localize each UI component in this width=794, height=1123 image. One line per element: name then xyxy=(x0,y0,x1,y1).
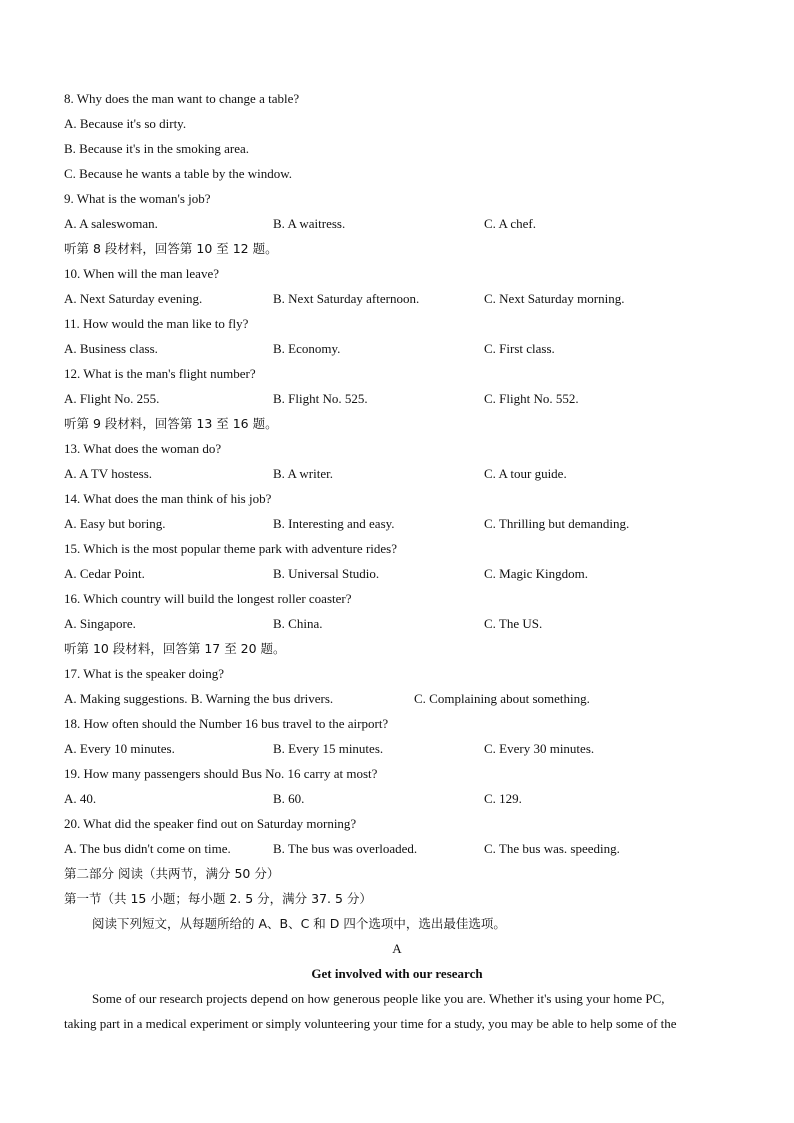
reading-instructions: 阅读下列短文，从每题所给的 A、B、C 和 D 四个选项中，选出最佳选项。 xyxy=(92,916,506,931)
question-9: 9. What is the woman's job? xyxy=(64,191,211,206)
q11-option-c: C. First class. xyxy=(484,341,555,356)
q20-option-a: A. The bus didn't come on time. xyxy=(64,841,231,856)
q9-option-c: C. A chef. xyxy=(484,216,536,231)
q10-option-b: B. Next Saturday afternoon. xyxy=(273,291,420,306)
q20-option-c: C. The bus was. speeding. xyxy=(484,841,620,856)
q12-option-c: C. Flight No. 552. xyxy=(484,391,579,406)
q10-option-a: A. Next Saturday evening. xyxy=(64,291,203,306)
question-11: 11. How would the man like to fly? xyxy=(64,316,249,331)
question-10: 10. When will the man leave? xyxy=(64,266,219,281)
section-one-heading: 第一节（共 15 小题；每小题 2. 5 分，满分 37. 5 分） xyxy=(64,891,372,906)
q9-option-b: B. A waitress. xyxy=(273,216,346,231)
question-8: 8. Why does the man want to change a table? xyxy=(64,91,300,106)
q17-option-ab: A. Making suggestions. B. Warning the bus drivers. xyxy=(64,691,334,706)
q9-option-a: A. A saleswoman. xyxy=(64,216,158,231)
part-two-heading: 第二部分 阅读（共两节，满分 50 分） xyxy=(64,866,280,881)
q11-option-b: B. Economy. xyxy=(273,341,341,356)
q19-option-b: B. 60. xyxy=(273,791,305,806)
passage-line-1: Some of our research projects depend on how generous people like you are. Whether it's using your home PC, xyxy=(92,991,665,1006)
q15-option-c: C. Magic Kingdom. xyxy=(484,566,588,581)
q19-option-c: C. 129. xyxy=(484,791,522,806)
q20-option-b: B. The bus was overloaded. xyxy=(273,841,418,856)
q8-option-c: C. Because he wants a table by the window. xyxy=(64,166,293,181)
passage-line-2: taking part in a medical experiment or simply volunteering your time for a study, you may be able to help some of the xyxy=(64,1016,677,1031)
question-15: 15. Which is the most popular theme park with adventure rides? xyxy=(64,541,397,556)
q13-option-b: B. A writer. xyxy=(273,466,333,481)
q16-option-b: B. China. xyxy=(273,616,323,631)
question-13: 13. What does the woman do? xyxy=(64,441,222,456)
question-17: 17. What is the speaker doing? xyxy=(64,666,225,681)
q13-option-a: A. A TV hostess. xyxy=(64,466,153,481)
section-heading-8: 听第 8 段材料，回答第 10 至 12 题。 xyxy=(64,241,278,256)
q14-option-c: C. Thrilling but demanding. xyxy=(484,516,630,531)
q19-option-a: A. 40. xyxy=(64,791,97,806)
q18-option-a: A. Every 10 minutes. xyxy=(64,741,175,756)
question-16: 16. Which country will build the longest roller coaster? xyxy=(64,591,352,606)
q18-option-b: B. Every 15 minutes. xyxy=(273,741,384,756)
question-18: 18. How often should the Number 16 bus travel to the airport? xyxy=(64,716,389,731)
q16-option-a: A. Singapore. xyxy=(64,616,136,631)
q15-option-a: A. Cedar Point. xyxy=(64,566,145,581)
q11-option-a: A. Business class. xyxy=(64,341,158,356)
q8-option-a: A. Because it's so dirty. xyxy=(64,116,187,131)
q10-option-c: C. Next Saturday morning. xyxy=(484,291,625,306)
q17-option-c: C. Complaining about something. xyxy=(414,691,590,706)
question-14: 14. What does the man think of his job? xyxy=(64,491,272,506)
q14-option-b: B. Interesting and easy. xyxy=(273,516,395,531)
q18-option-c: C. Every 30 minutes. xyxy=(484,741,595,756)
question-20: 20. What did the speaker find out on Saturday morning? xyxy=(64,816,357,831)
q12-option-b: B. Flight No. 525. xyxy=(273,391,368,406)
question-12: 12. What is the man's flight number? xyxy=(64,366,256,381)
section-heading-9: 听第 9 段材料，回答第 13 至 16 题。 xyxy=(64,416,278,431)
passage-title: Get involved with our research xyxy=(311,966,483,981)
section-heading-10: 听第 10 段材料，回答第 17 至 20 题。 xyxy=(64,641,286,656)
q16-option-c: C. The US. xyxy=(484,616,543,631)
q13-option-c: C. A tour guide. xyxy=(484,466,567,481)
q15-option-b: B. Universal Studio. xyxy=(273,566,380,581)
question-19: 19. How many passengers should Bus No. 16 carry at most? xyxy=(64,766,378,781)
passage-letter: A xyxy=(392,941,402,956)
q8-option-b: B. Because it's in the smoking area. xyxy=(64,141,250,156)
q12-option-a: A. Flight No. 255. xyxy=(64,391,160,406)
q14-option-a: A. Easy but boring. xyxy=(64,516,166,531)
